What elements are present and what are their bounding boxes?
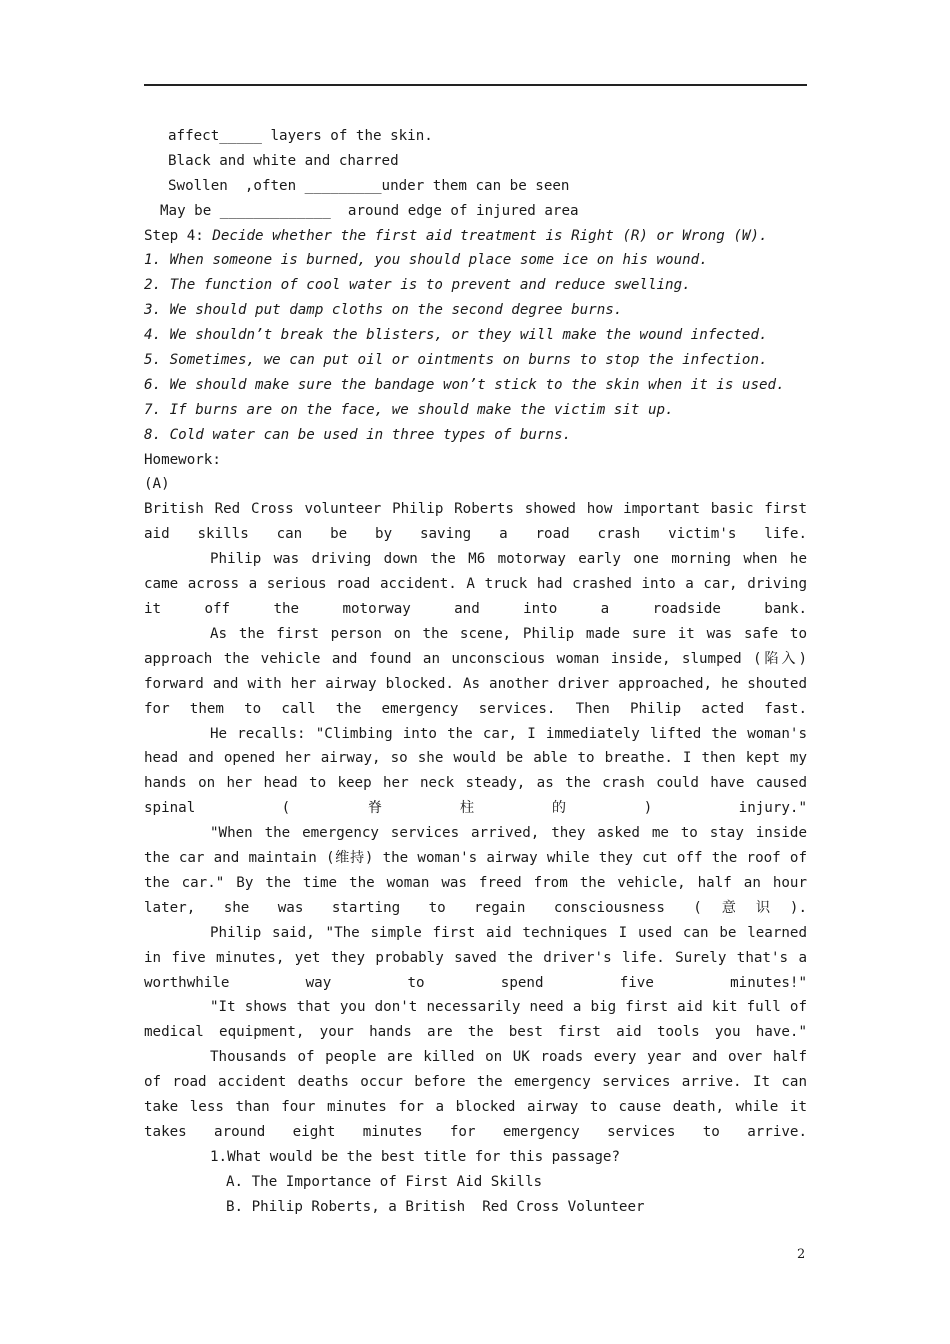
page-body	[144, 124, 807, 1220]
step4-item: 2. The function of cool water is to prevent and reduce swelling.	[144, 277, 691, 294]
question: 1.What would be the best title for this passage?	[210, 1148, 620, 1165]
table-line: Swollen ,often _________under them can be seen	[168, 177, 570, 194]
section-label: (A)	[144, 476, 170, 493]
step4-heading	[144, 224, 807, 249]
step4-item: 8. Cold water can be used in three types of burns.	[144, 426, 572, 443]
passage-paragraph: Thousands of people are killed on UK roads every year and over half of road accident deaths occur before the emergency services arrive. It can take less than four minutes for a blocked airway to cause death, while it takes around eight minutes for emergency services to arrive.	[144, 1049, 807, 1141]
step4-item: 4. We shouldn’t break the blisters, or they will make the wound infected.	[144, 327, 768, 344]
passage-paragraph: Philip was driving down the M6 motorway early one morning when he came across a serious road accident. A truck had crashed into a car, driving it off the motorway and into a roadside bank.	[144, 551, 807, 617]
passage-paragraph: Philip said, "The simple first aid techniques I used can be learned in five minutes, yet they probably saved the driver's life. Surely that's a worthwhile way to spend five minutes!"	[144, 924, 807, 991]
step4-item: 5. Sometimes, we can put oil or ointments on burns to stop the infection.	[144, 352, 768, 369]
step4-label: Step 4:	[144, 227, 213, 244]
table-line: Black and white and charred	[168, 152, 399, 169]
passage-paragraph: British Red Cross volunteer Philip Roberts showed how important basic first aid skills can be by saving a road crash victim's life.	[144, 501, 807, 543]
step4-item: 7. If burns are on the face, we should make the victim sit up.	[144, 401, 674, 418]
step4-item: 3. We should put damp cloths on the second degree burns.	[144, 302, 623, 319]
homework-label: Homework:	[144, 451, 221, 468]
header-rule	[144, 84, 807, 86]
passage-paragraph: He recalls: "Climbing into the car, I immediately lifted the woman's head and opened her airway, so she would be able to breathe. I then kept my hands on her head to keep her neck steady, as the crash could have caused spinal (脊柱的) injury."	[144, 725, 807, 817]
step4-instruction: Decide whether the first aid treatment is Right (R) or Wrong (W).	[212, 227, 768, 244]
page-number: 2	[797, 1247, 806, 1262]
passage-paragraph: "When the emergency services arrived, they asked me to stay inside the car and maintain (维持) the woman's airway while they cut off the roof of the car." By the time the woman was freed from the vehicle, half an hour later, she was starting to regain consciousness (意识).	[144, 825, 807, 916]
answer-option: B. Philip Roberts, a British Red Cross Volunteer	[226, 1198, 645, 1215]
table-line: May be _____________ around edge of injured area	[160, 202, 579, 219]
table-line: affect_____ layers of the skin.	[168, 128, 433, 144]
step4-item: 1. When someone is burned, you should place some ice on his wound.	[144, 252, 708, 269]
passage-paragraph: As the first person on the scene, Philip made sure it was safe to approach the vehicle and found an unconscious woman inside, slumped (陷入) forward and with her airway blocked. As another driver approached, he shouted for them to call the emergency services. Then Philip acted fast.	[144, 625, 807, 717]
passage-paragraph: "It shows that you don't necessarily need a big first aid kit full of medical equipment, your hands are the best first aid tools you have."	[144, 999, 807, 1041]
answer-option: A. The Importance of First Aid Skills	[226, 1173, 543, 1190]
step4-item: 6. We should make sure the bandage won’t stick to the skin when it is used.	[144, 376, 785, 393]
